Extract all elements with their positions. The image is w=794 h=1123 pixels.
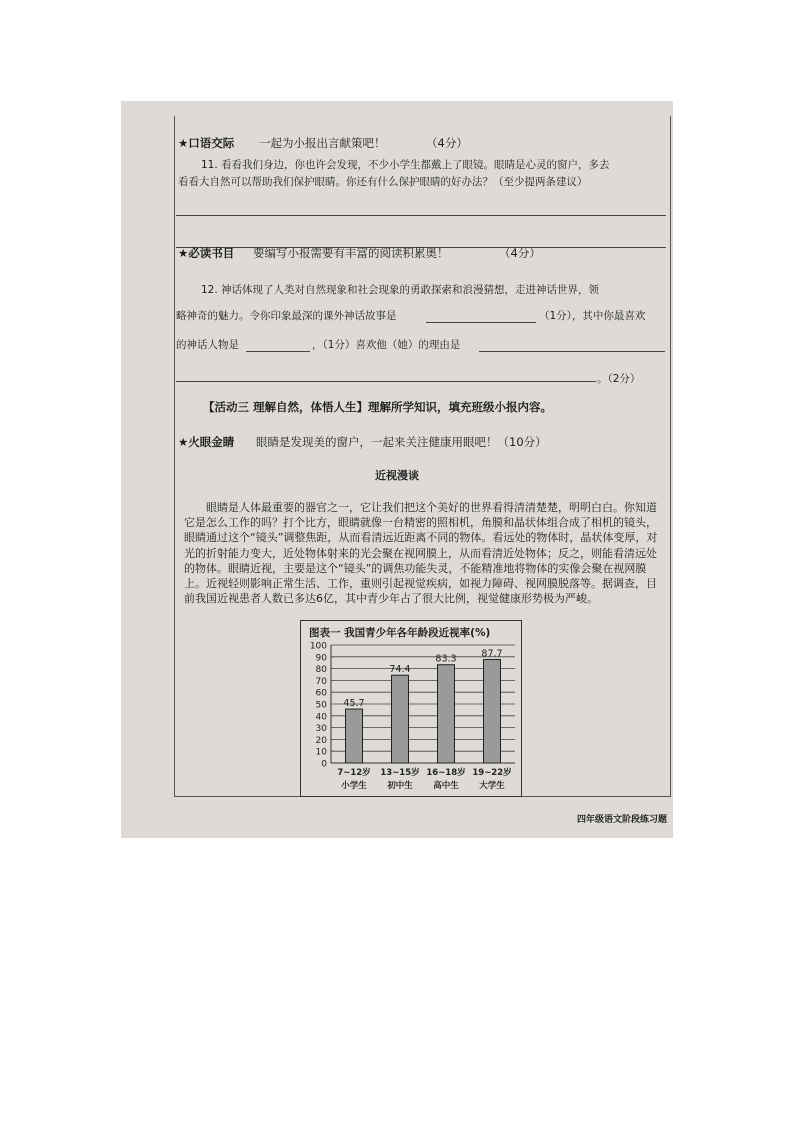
y-tick-label-0: 0 <box>321 759 327 770</box>
question-11-line1: 11. 看看我们身边，你也许会发现，不少小学生都戴上了眼镜。眼睛是心灵的窗户，多去 <box>201 159 610 171</box>
question-12-line2a: 略神奇的魅力。令你印象最深的课外神话故事是 <box>176 310 397 322</box>
article-body: 眼睛是人体最重要的器官之一，它让我们把这个美好的世界看得清清楚楚，明明白白。你知道它是怎么工作的吗？打个比方，眼睛就像一台精密的照相机，角膜和晶状体组合成了相机的镜头，眼睛通过这个“镜头”调整焦距，从而看清远近距离不同的物体。看远处的物体时，晶状体变厚，对光的折射能力变大，近处物体射来的光会聚在视网膜上，从而看清近处物体；反之，则能看清远处的物体。眼睛近视，主要是这个“镜头”的调焦功能失灵，不能精准地将物体的实像会聚在视网膜上。近视轻则影响正常生活、工作，重则引起视觉疾病，如视力障碍、视网膜脱落等。据调查，目前我国近视患者人数已多达6亿，其中青少年占了很大比例，视觉健康形势极为严峻。 <box>184 501 658 606</box>
footer-label: 四年级语文阶段练习题 <box>577 815 668 825</box>
chart-title: 图表一 我国青少年各年龄段近视率(%) <box>309 627 491 639</box>
bar-3 <box>438 665 455 763</box>
eyes-heading: ★火眼金睛 <box>178 435 235 449</box>
activity3-title: 【活动三 理解自然，体悟人生】理解所学知识，填充班级小报内容。 <box>203 400 552 414</box>
question-12-line2b: （1分），其中你最喜欢 <box>539 310 646 322</box>
y-tick-label-60: 60 <box>315 688 327 699</box>
bar-4 <box>484 660 501 763</box>
exam-paper-photo <box>121 101 673 838</box>
question-12-line3b: ，（1分）喜欢他（她）的理由是 <box>312 339 461 351</box>
bar-value-label-2: 74.4 <box>389 664 411 676</box>
question-11-line2: 看看大自然可以帮助我们保护眼睛。你还有什么保护眼睛的好办法？（至少提两条建议） <box>178 176 588 188</box>
x-sublabel-2: 初中生 <box>387 781 413 791</box>
x-sublabel-4: 大学生 <box>479 781 505 791</box>
oral-heading: ★口语交际 <box>178 136 235 150</box>
y-tick-label-80: 80 <box>315 665 327 676</box>
question-12-line1: 12. 神话体现了人类对自然现象和社会现象的勇敢探索和浪漫猜想，走进神话世界，领 <box>201 284 600 296</box>
eyes-desc: 眼睛是发现美的窗户，一起来关注健康用眼吧！（10分） <box>256 435 547 449</box>
y-tick-label-30: 30 <box>315 724 327 735</box>
bar-1 <box>346 709 363 763</box>
x-sublabel-1: 小学生 <box>341 781 367 791</box>
y-tick-label-70: 70 <box>315 676 327 687</box>
answer-line-11a[interactable] <box>176 215 666 216</box>
y-tick-label-90: 90 <box>315 653 327 664</box>
bar-value-label-1: 45.7 <box>343 698 365 710</box>
myopia-rate-chart <box>300 620 522 797</box>
y-tick-label-20: 20 <box>315 735 327 746</box>
story-blank[interactable] <box>426 322 536 323</box>
reason-blank-a[interactable] <box>479 351 665 352</box>
reason-blank-b[interactable] <box>176 381 596 382</box>
character-blank[interactable] <box>246 351 310 352</box>
x-tick-label-2: 13~15岁 <box>380 768 420 778</box>
chart-plot <box>301 621 521 796</box>
article-title: 近视漫谈 <box>375 469 419 482</box>
question-12-line4: 。（2分） <box>597 373 641 385</box>
reading-heading: ★必读书目 <box>178 246 235 260</box>
reading-desc: 要编写小报需要有丰富的阅读积累奥！ <box>253 246 449 260</box>
y-tick-label-100: 100 <box>309 641 327 652</box>
y-tick-label-10: 10 <box>315 747 327 758</box>
x-sublabel-3: 高中生 <box>433 781 459 791</box>
bar-2 <box>392 675 409 763</box>
bar-value-label-3: 83.3 <box>435 653 457 665</box>
x-tick-label-3: 16~18岁 <box>426 768 466 778</box>
bar-value-label-4: 87.7 <box>481 648 503 660</box>
y-tick-label-40: 40 <box>315 712 327 723</box>
x-tick-label-4: 19~22岁 <box>472 768 512 778</box>
reading-points: （4分） <box>499 246 541 260</box>
oral-desc: 一起为小报出言献策吧！ <box>259 136 386 150</box>
x-tick-label-1: 7~12岁 <box>337 768 371 778</box>
y-tick-label-50: 50 <box>315 700 327 711</box>
question-12-line3a: 的神话人物是 <box>176 339 239 351</box>
oral-points: （4分） <box>426 136 468 150</box>
